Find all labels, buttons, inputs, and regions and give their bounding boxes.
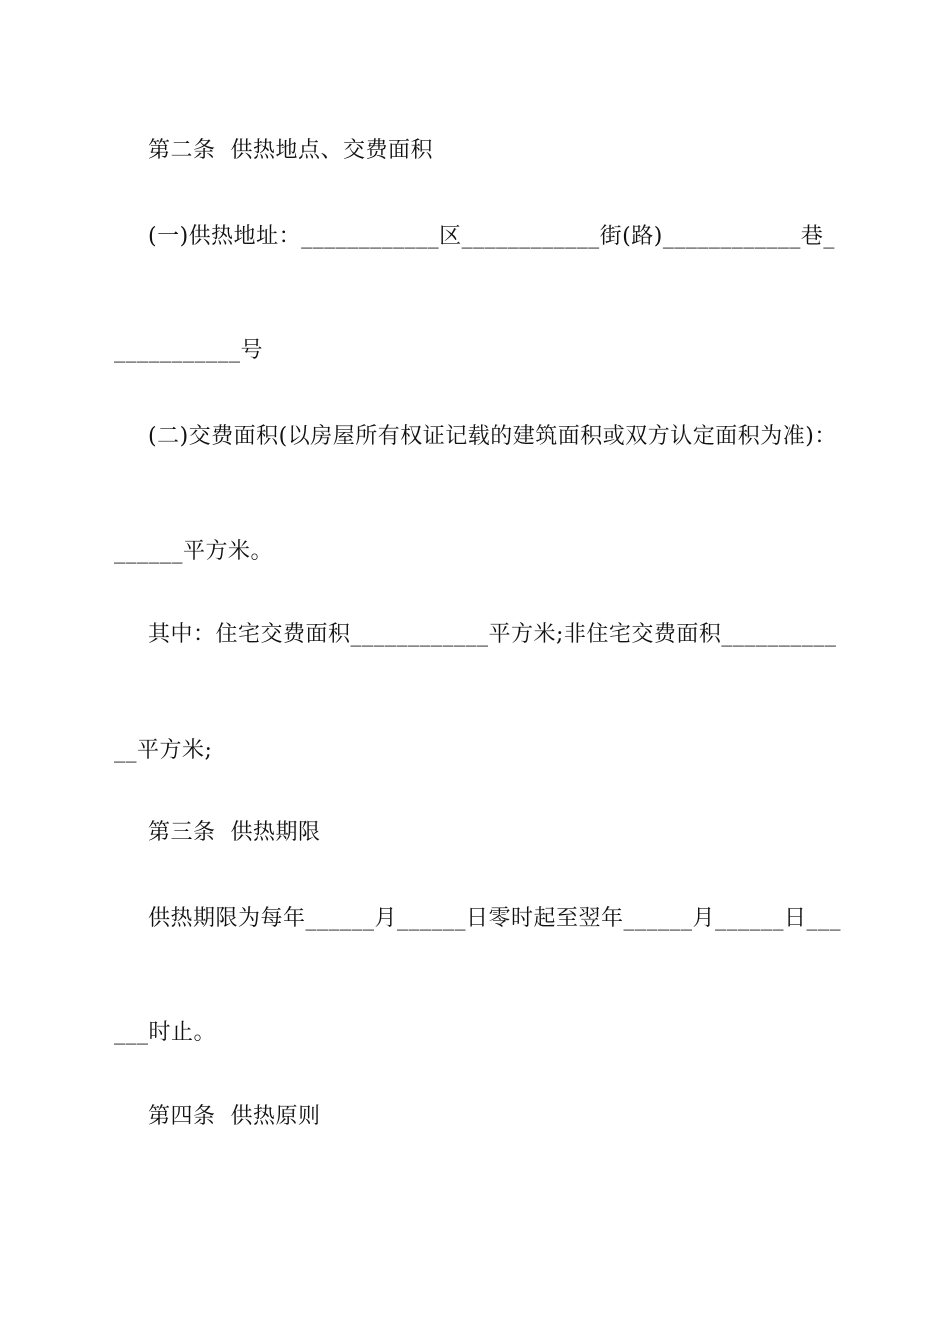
heating-period-end-line: ___时止。 [114, 1020, 217, 1045]
heating-address-number-line: ___________号 [114, 338, 264, 363]
billing-area-value-line: ______平方米。 [114, 539, 274, 564]
heating-address-line: (一)供热地址：____________区____________街(路)____________巷_ [148, 224, 835, 249]
article-3-heading: 第三条 供热期限 [148, 820, 321, 845]
residential-nonresidential-area-line: 其中：住宅交费面积____________平方米;非住宅交费面积__________ [148, 622, 837, 647]
heating-period-line: 供热期限为每年______月______日零时起至翌年______月______日___ [148, 906, 842, 931]
article-2-heading: 第二条 供热地点、交费面积 [148, 138, 433, 163]
nonresidential-area-unit-line: __平方米; [114, 738, 213, 763]
billing-area-line: (二)交费面积(以房屋所有权证记载的建筑面积或双方认定面积为准)： [148, 424, 837, 449]
article-4-heading: 第四条 供热原则 [148, 1104, 321, 1129]
